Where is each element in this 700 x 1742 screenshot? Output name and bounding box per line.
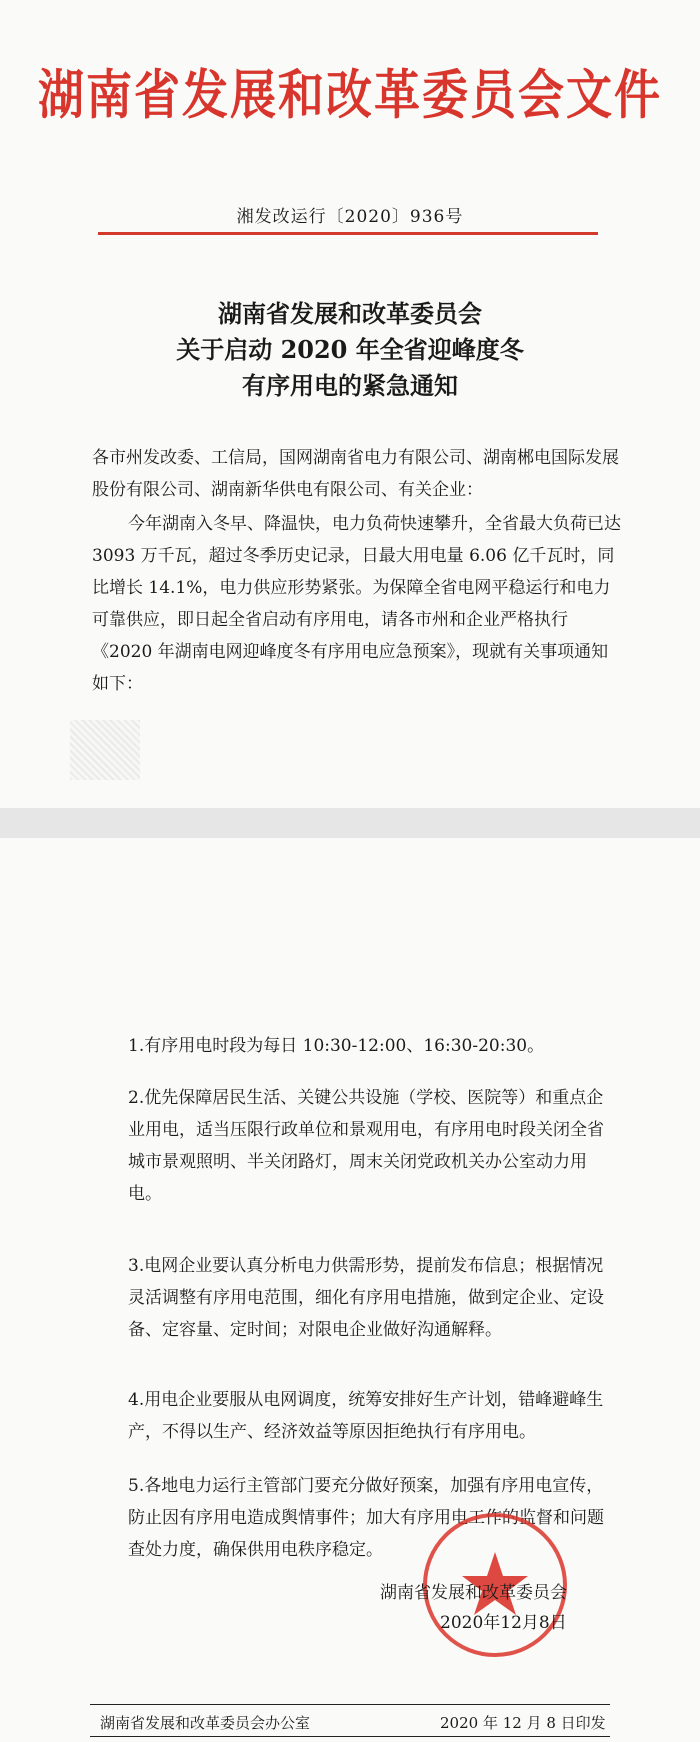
- document-header-title: 湖南省发展和改革委员会文件: [38, 63, 662, 126]
- document-page-1: [0, 0, 700, 808]
- bleed-through-stamp: [70, 720, 140, 780]
- footer-top-rule: [90, 1704, 610, 1705]
- header-red-rule: [98, 232, 598, 235]
- footer-bottom-rule: [90, 1736, 610, 1737]
- signature-date: 2020年12月8日: [440, 1613, 567, 1633]
- notice-item-4: 4.用电企业要服从电网调度，统筹安排好生产计划，错峰避峰生产，不得以生产、经济效益等原因拒绝执行有序用电。: [128, 1390, 604, 1442]
- notice-title-line-1: 湖南省发展和改革委员会: [218, 299, 482, 328]
- notice-item-1: 1.有序用电时段为每日 10:30-12:00、16:30-20:30。: [128, 1036, 545, 1056]
- notice-item-2: 2.优先保障居民生活、关键公共设施（学校、医院等）和重点企业用电，适当压限行政单位和景观用电，有序用电时段关闭全省城市景观照明、半关闭路灯，周末关闭党政机关办公室动力用电。: [128, 1088, 604, 1204]
- footer-print-date: 2020 年 12 月 8 日印发: [440, 1714, 606, 1732]
- page-gap: [0, 808, 700, 838]
- signature-organization: 湖南省发展和改革委员会: [380, 1583, 567, 1603]
- notice-item-3: 3.电网企业要认真分析电力供需形势，提前发布信息；根据情况灵活调整有序用电范围，细化有序用电措施，做到定企业、定设备、定容量、定时间；对限电企业做好沟通解释。: [128, 1256, 604, 1340]
- notice-title-line-2: 关于启动 2020 年全省迎峰度冬: [176, 335, 524, 364]
- notice-title: [0, 296, 700, 404]
- main-paragraph: 今年湖南入冬早、降温快，电力负荷快速攀升，全省最大负荷已达 3093 万千瓦，超过冬季历史记录，日最大用电量 6.06 亿千瓦时，同比增长 14.1%，电力供应形势紧张。为保障全省电网平稳运行和电力可靠供应，即日起全省启动有序用电，请各市州和企业严格执行《2020 年湖南电网迎峰度冬有序用电应急预案》，现就有关事项通知如下：: [92, 514, 621, 694]
- notice-title-line-3: 有序用电的紧急通知: [242, 371, 458, 400]
- document-number: 湘发改运行〔2020〕936号: [236, 207, 464, 227]
- footer-office: 湖南省发展和改革委员会办公室: [100, 1714, 311, 1732]
- bleed-through-text: [40, 6, 72, 29]
- notice-item-5: 5.各地电力运行主管部门要充分做好预案，加强有序用电宣传，防止因有序用电造成舆情事件；加大有序用电工作的监督和问题查处力度，确保供用电秩序稳定。: [128, 1476, 604, 1560]
- addressees-paragraph: 各市州发改委、工信局，国网湖南省电力有限公司、湖南郴电国际发展股份有限公司、湖南新华供电有限公司、有关企业：: [92, 448, 619, 500]
